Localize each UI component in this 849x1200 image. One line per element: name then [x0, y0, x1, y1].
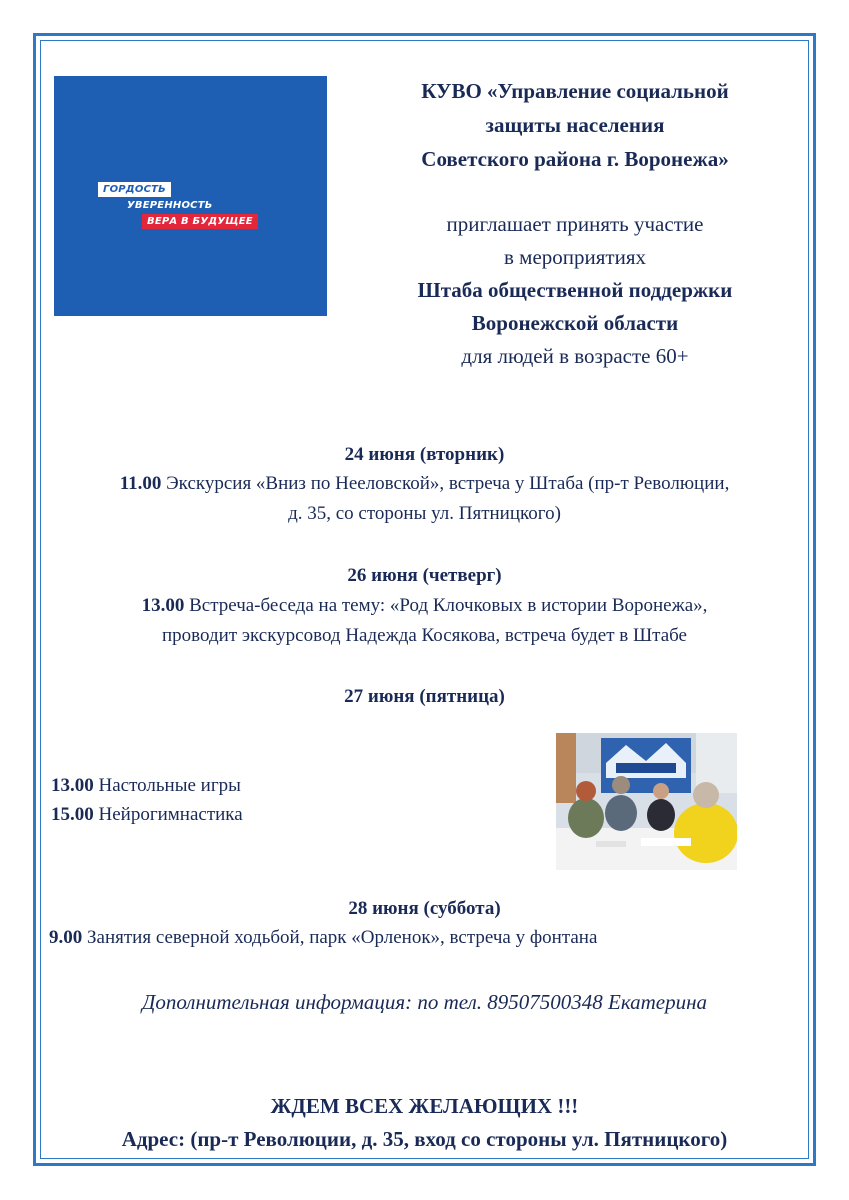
logo-slogan-pride: ГОРДОСТЬ: [98, 182, 171, 197]
event-time: 11.00: [119, 473, 162, 494]
event-time: 13.00: [51, 775, 94, 796]
event-line: [40, 591, 809, 621]
event-time: 15.00: [51, 804, 94, 825]
event-text: Настольные игры: [93, 775, 241, 796]
event-date: 24 июня (вторник): [344, 444, 505, 465]
event-line: [40, 469, 809, 499]
event-photo: [556, 733, 737, 870]
audience-line: для людей в возрасте 60+: [461, 344, 689, 368]
event-line: проводит экскурсовод Надежда Косякова, встреча будет в Штабе: [162, 625, 687, 646]
event-date: 28 июня (суббота): [348, 898, 501, 919]
contact-info: Дополнительная информация: по тел. 89507500348 Екатерина: [141, 990, 708, 1014]
event-text: Встреча-беседа на тему: «Род Клочковых в истории Воронежа»,: [184, 595, 708, 616]
event-description: [40, 469, 809, 529]
address-line: Адрес: (пр-т Революции, д. 35, вход со стороны ул. Пятницкого): [121, 1127, 728, 1151]
event-photo-image: [556, 733, 737, 870]
event-line: [51, 800, 243, 830]
logo-slogan-confidence: УВЕРЕННОСТЬ: [127, 200, 213, 211]
event-time: 9.00: [49, 927, 83, 948]
org-title-line: защиты населения: [485, 113, 665, 137]
event-text: Экскурсия «Вниз по Нееловской», встреча у Штаба (пр-т Революции,: [161, 473, 730, 494]
hq-name-line: Воронежской области: [471, 311, 679, 335]
event-date: 27 июня (пятница): [344, 686, 505, 707]
org-title-line: КУВО «Управление социальной: [421, 79, 729, 103]
event-line: [49, 923, 597, 953]
event-text: Занятия северной ходьбой, парк «Орленок», встреча у фонтана: [82, 927, 598, 948]
event-date: 26 июня (четверг): [347, 565, 502, 586]
welcome-banner: ЖДЕМ ВСЕХ ЖЕЛАЮЩИХ !!!: [270, 1094, 579, 1118]
hq-name-line: Штаба общественной поддержки: [417, 278, 733, 302]
logo-slogan-faith: ВЕРА В БУДУЩЕЕ: [142, 214, 258, 229]
invitation-line: в мероприятиях: [504, 245, 646, 269]
org-title: [340, 74, 810, 176]
event-line: [51, 771, 241, 801]
event-line: д. 35, со стороны ул. Пятницкого): [288, 503, 561, 524]
event-text: Нейрогимнастика: [93, 804, 243, 825]
event-description: [40, 591, 809, 651]
org-title-line: Советского района г. Воронежа»: [421, 147, 729, 171]
event-time: 13.00: [141, 595, 185, 616]
invitation-text: [340, 208, 810, 373]
invitation-line: приглашает принять участие: [446, 212, 704, 236]
logo-image: [54, 76, 327, 316]
